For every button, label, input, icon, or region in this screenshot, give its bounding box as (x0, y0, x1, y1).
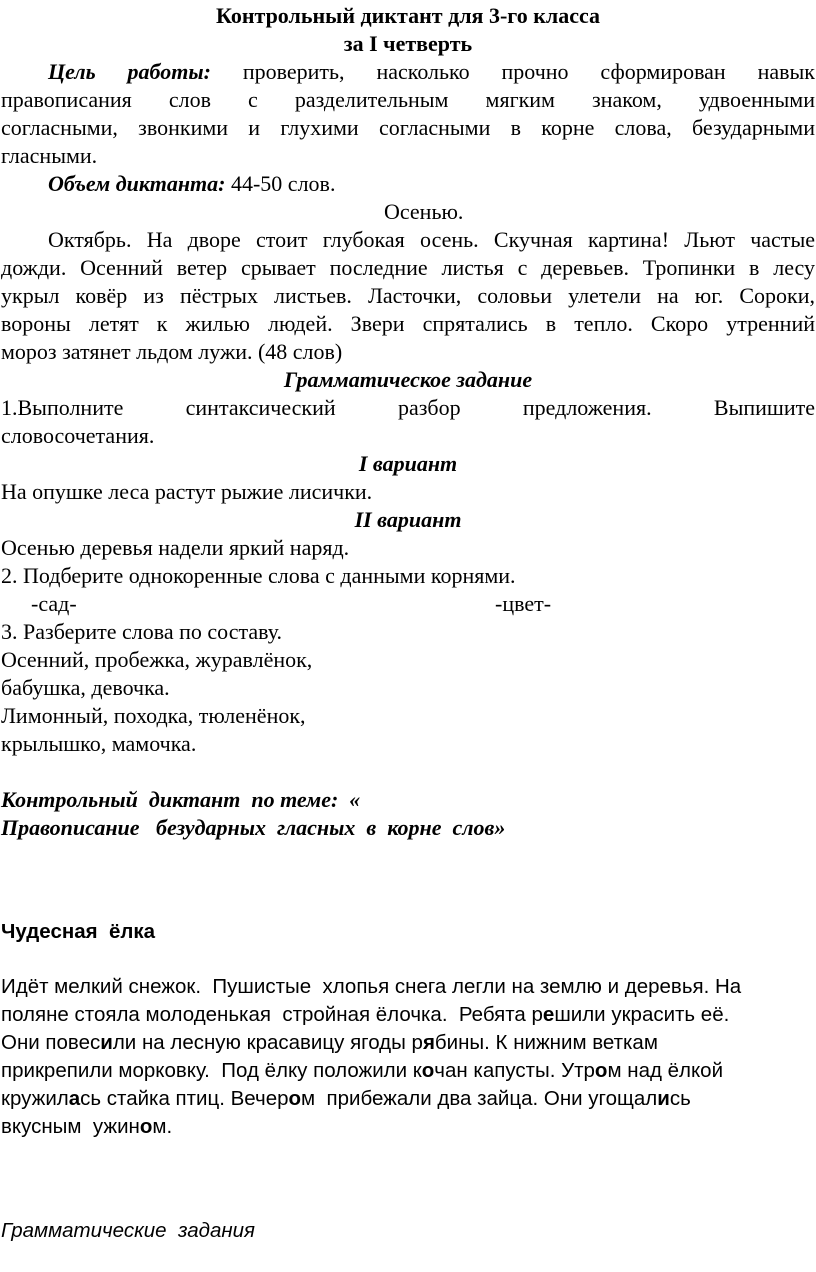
word-list-line: крылышко, мамочка. (1, 731, 197, 756)
goal-label: Цель работы: (48, 59, 211, 84)
goal-line (1, 58, 815, 86)
text-title: Осенью. (384, 199, 464, 224)
story-text: м над ёлкой (607, 1059, 724, 1082)
highlighted-vowel: а (68, 1087, 81, 1110)
task-2: 2. Подберите однокоренные слова с данными корнями. (1, 563, 516, 588)
document-title: Контрольный диктант для 3-го класса (215, 3, 601, 28)
word-list-line: Осенний, пробежка, журавлёнок, (1, 647, 313, 672)
root-tsvet: -цвет- (495, 591, 552, 616)
dictation-text-line: дожди. Осенний ветер срывает последние листья с деревьев. Тропинки в лесу (1, 255, 815, 280)
story-line (1, 1113, 815, 1141)
dictation-2-heading: Правописание безударных гласных в корне слов» (1, 815, 506, 840)
goal-text: проверить, насколько прочно сформирован навык (210, 59, 815, 84)
root-sad: -сад- (31, 591, 77, 616)
dictation-text-line: укрыл ковёр из пёстрых листьев. Ласточки, соловьи улетели на юг. Сороки, (1, 283, 815, 308)
task-3: 3. Разберите слова по составу. (1, 619, 283, 644)
story-text: чан капусты. Утр (434, 1059, 595, 1082)
goal-line: согласными, звонкими и глухими согласными в корне слова, безударными (1, 115, 815, 140)
story-line (1, 1001, 815, 1029)
grammar-tasks-heading: Грамматические задания (1, 1219, 256, 1242)
highlighted-vowel: и (100, 1031, 113, 1054)
story-text: поляне стояла молоденькая стройная ёлочка. Ребята р (1, 1003, 543, 1026)
variant-2-sentence: Осенью деревья надели яркий наряд. (1, 535, 350, 560)
story-line (1, 973, 815, 1001)
volume-value: 44-50 слов. (225, 171, 336, 196)
variant-2-heading: II вариант (354, 507, 462, 532)
dictation-text-line: Октябрь. На дворе стоит глубокая осень. Скучная картина! Льют частые (48, 227, 815, 252)
story-line (1, 1029, 815, 1057)
dictation-text-line: мороз затянет льдом лужи. (48 слов) (1, 339, 343, 364)
task-1-line: 1.Выполните синтаксический разбор предложения. Выпишите (1, 395, 815, 420)
story-text: сь стайка птиц. Вечер (80, 1087, 289, 1110)
story-text: кружил (1, 1087, 69, 1110)
story-text: шили украсить её. (554, 1003, 730, 1026)
highlighted-vowel: о (139, 1115, 153, 1138)
task-1-line: словосочетания. (1, 423, 155, 448)
story-text: м прибежали два зайца. Они угощал (301, 1087, 658, 1110)
dictation-text-line: вороны летят к жилью людей. Звери спрятались в тепло. Скоро утренний (1, 311, 815, 336)
story-text: м. (152, 1115, 173, 1138)
highlighted-vowel: и (657, 1087, 670, 1110)
dictation-2-heading: Контрольный диктант по теме: « (1, 787, 361, 812)
story-text: вкусным ужин (1, 1115, 140, 1138)
goal-line: правописания слов с разделительным мягким знаком, удвоенными (1, 87, 815, 112)
story-text: ли на лесную красавицу ягоды р (112, 1031, 423, 1054)
highlighted-vowel: о (288, 1087, 302, 1110)
variant-1-heading: I вариант (358, 451, 458, 476)
highlighted-vowel: е (542, 1003, 555, 1026)
story-text: прикрепили морковку. Под ёлку положили к (1, 1059, 422, 1082)
highlighted-vowel: о (421, 1059, 435, 1082)
story-line (1, 1057, 815, 1085)
story-text: бины. К нижним веткам (434, 1031, 658, 1054)
story-text: Идёт мелкий снежок. Пушистые хлопья снега легли на землю и деревья. На (1, 975, 742, 998)
goal-line: гласными. (1, 143, 98, 168)
grammar-task-heading: Грамматическое задание (283, 367, 533, 392)
text-2-title: Чудесная ёлка (1, 920, 156, 943)
volume-label: Объем диктанта: (48, 171, 226, 196)
volume-line (1, 170, 815, 198)
word-list-line: Лимонный, походка, тюленёнок, (1, 703, 306, 728)
story-line (1, 1085, 815, 1113)
variant-1-sentence: На опушке леса растут рыжие лисички. (1, 479, 373, 504)
document-subtitle: за I четверть (343, 31, 473, 56)
word-list-line: бабушка, девочка. (1, 675, 170, 700)
story-text: сь (669, 1087, 691, 1110)
highlighted-vowel: о (594, 1059, 608, 1082)
story-text: Они повес (1, 1031, 101, 1054)
highlighted-vowel: я (422, 1031, 435, 1054)
